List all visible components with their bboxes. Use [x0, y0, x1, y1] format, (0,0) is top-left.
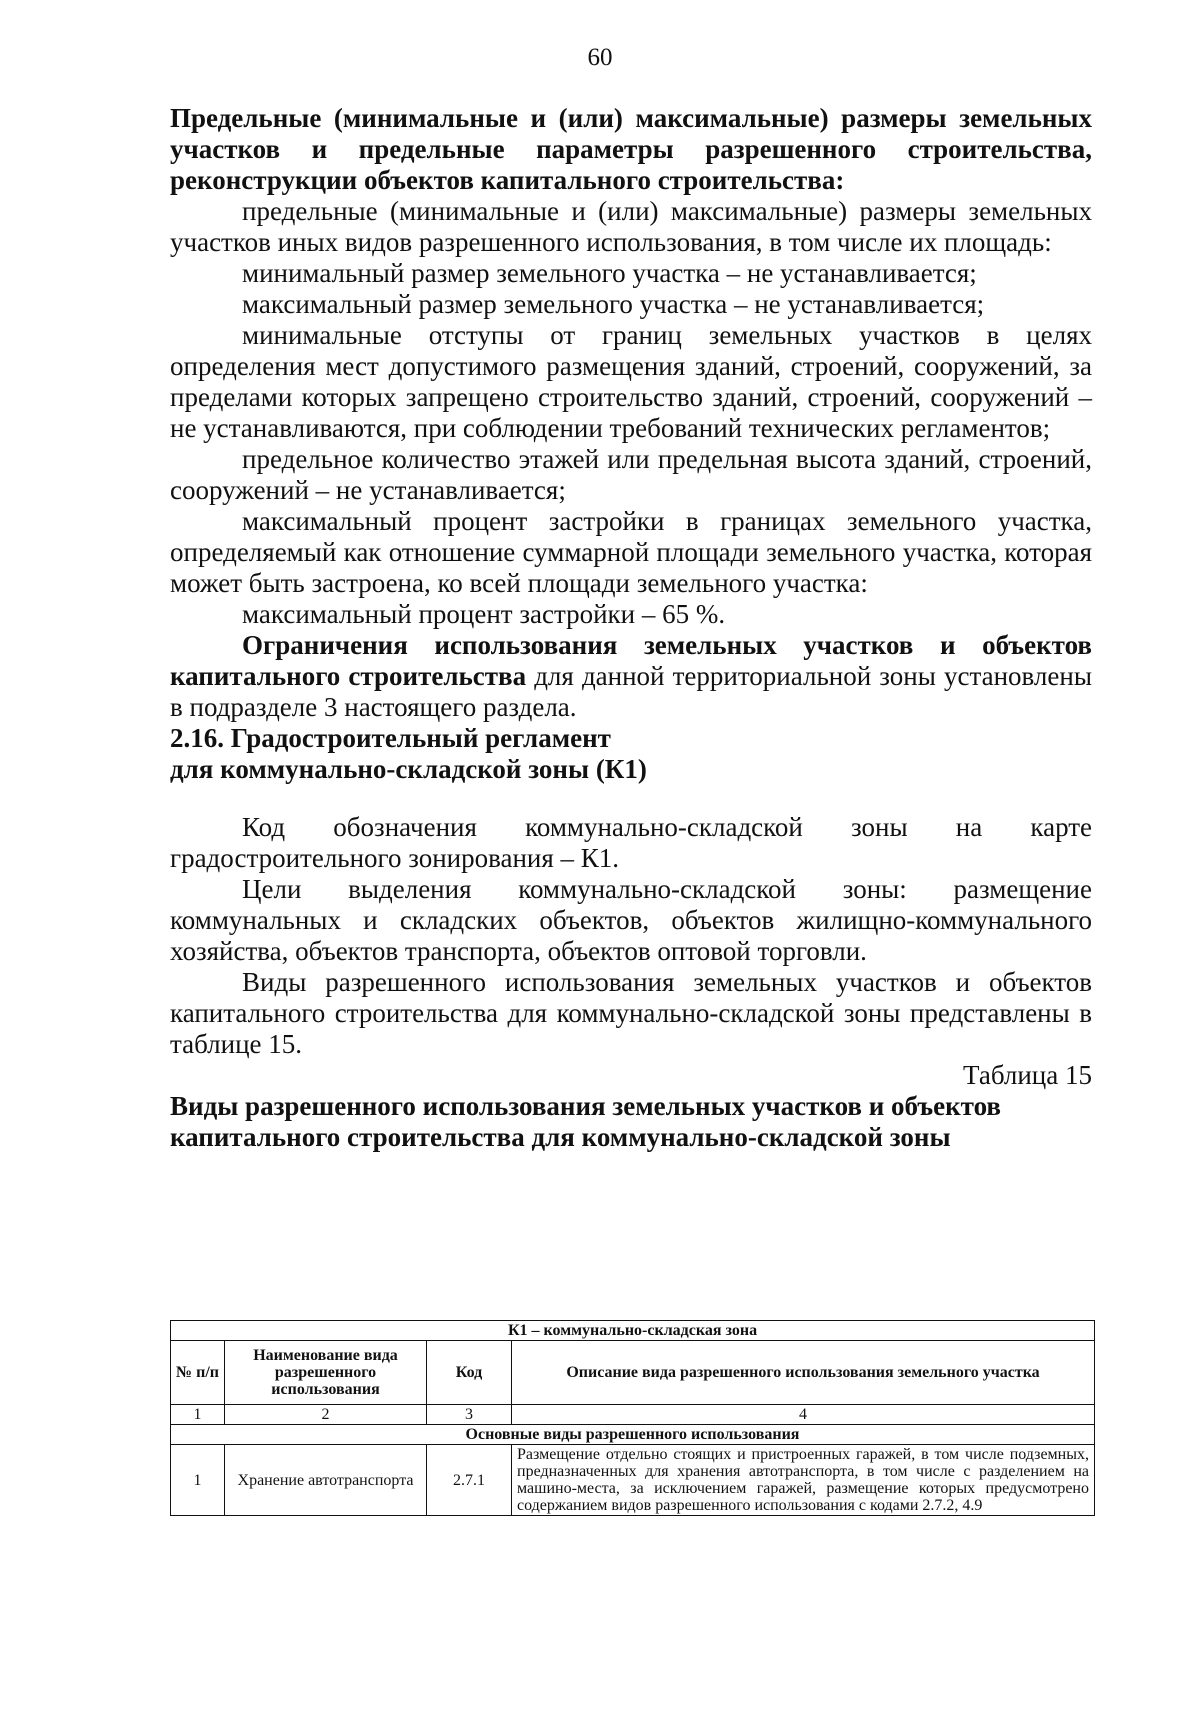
zone-header: К1 – коммунально-складская зона: [171, 1321, 1095, 1341]
section-title-line2: для коммунально-складской зоны (К1): [170, 754, 647, 784]
header-name: Наименование вида разрешенного использования: [225, 1341, 427, 1405]
table-title-line1: Виды разрешенного использования земельных участков и объектов: [170, 1091, 1001, 1121]
row-num: 1: [171, 1445, 225, 1516]
paragraph: Цели выделения коммунально-складской зоны: размещение коммунальных и складских объектов, объектов жилищно-коммунального хозяйства, объектов транспорта, объектов оптовой торговли.: [170, 874, 1092, 966]
section-title: [170, 723, 1092, 785]
table-title: [170, 1091, 1092, 1153]
header-description: Описание вида разрешенного использования земельного участка: [512, 1341, 1095, 1405]
restrictions-paragraph: [170, 630, 1092, 723]
header-num: № п/п: [171, 1341, 225, 1405]
column-number: 1: [171, 1405, 225, 1425]
paragraph: Виды разрешенного использования земельных участков и объектов капитального строительства для коммунально-складской зоны представлены в таблице 15.: [170, 967, 1092, 1059]
paragraph: максимальный процент застройки в границах земельного участка, определяемый как отношение суммарной площади земельного участка, которая может быть застроена, ко всей площади земельного участка:: [170, 506, 1092, 598]
row-description: Размещение отдельно стоящих и пристроенных гаражей, в том числе подземных, предназначенных для хранения автотранспорта, в том числе с разделением на машино-места, за исключением гаражей, размещение которых предусмотрено содержанием видов разрешенного использования с кодами 2.7.2, 4.9: [512, 1445, 1095, 1516]
paragraph: максимальный размер земельного участка – не устанавливается;: [242, 289, 985, 319]
document-body: [170, 103, 1092, 1153]
table-row: [171, 1445, 1095, 1516]
page-number: 60: [587, 44, 613, 71]
column-number: 4: [512, 1405, 1095, 1425]
paragraph: минимальный размер земельного участка – не устанавливается;: [242, 258, 977, 288]
restrictions-rest: для данной территориальной зоны установлены в подразделе 3 настоящего раздела.: [170, 661, 1092, 722]
paragraph: Код обозначения коммунально-складской зоны на карте градостроительного зонирования – К1.: [170, 812, 1092, 873]
restrictions-bold: Ограничения использования земельных участков и объектов капитального строительства: [170, 630, 1092, 691]
row-name: Хранение автотранспорта: [225, 1445, 427, 1516]
table-title-line2: капитального строительства для коммунально-складской зоны: [170, 1122, 951, 1152]
paragraph: максимальный процент застройки – 65 %.: [242, 599, 726, 629]
column-number: 2: [225, 1405, 427, 1425]
table-caption: Таблица 15: [963, 1060, 1092, 1090]
group-header: Основные виды разрешенного использования: [171, 1425, 1095, 1445]
paragraph: предельные (минимальные и (или) максимальные) размеры земельных участков иных видов разрешенного использования, в том числе их площадь:: [170, 196, 1092, 257]
regulation-table: [170, 1320, 1095, 1516]
header-code: Код: [427, 1341, 512, 1405]
section-title-line1: 2.16. Градостроительный регламент: [170, 723, 611, 753]
row-code: 2.7.1: [427, 1445, 512, 1516]
column-number: 3: [427, 1405, 512, 1425]
paragraph: предельное количество этажей или предельная высота зданий, строений, сооружений – не устанавливается;: [170, 444, 1092, 505]
intro-heading: Предельные (минимальные и (или) максимальные) размеры земельных участков и предельные параметры разрешенного строительства, реконструкции объектов капитального строительства:: [170, 103, 1092, 195]
paragraph: минимальные отступы от границ земельных участков в целях определения мест допустимого размещения зданий, строений, сооружений, за пределами которых запрещено строительство зданий, строений, сооружений – не устанавливаются, при соблюдении требований технических регламентов;: [170, 320, 1092, 443]
